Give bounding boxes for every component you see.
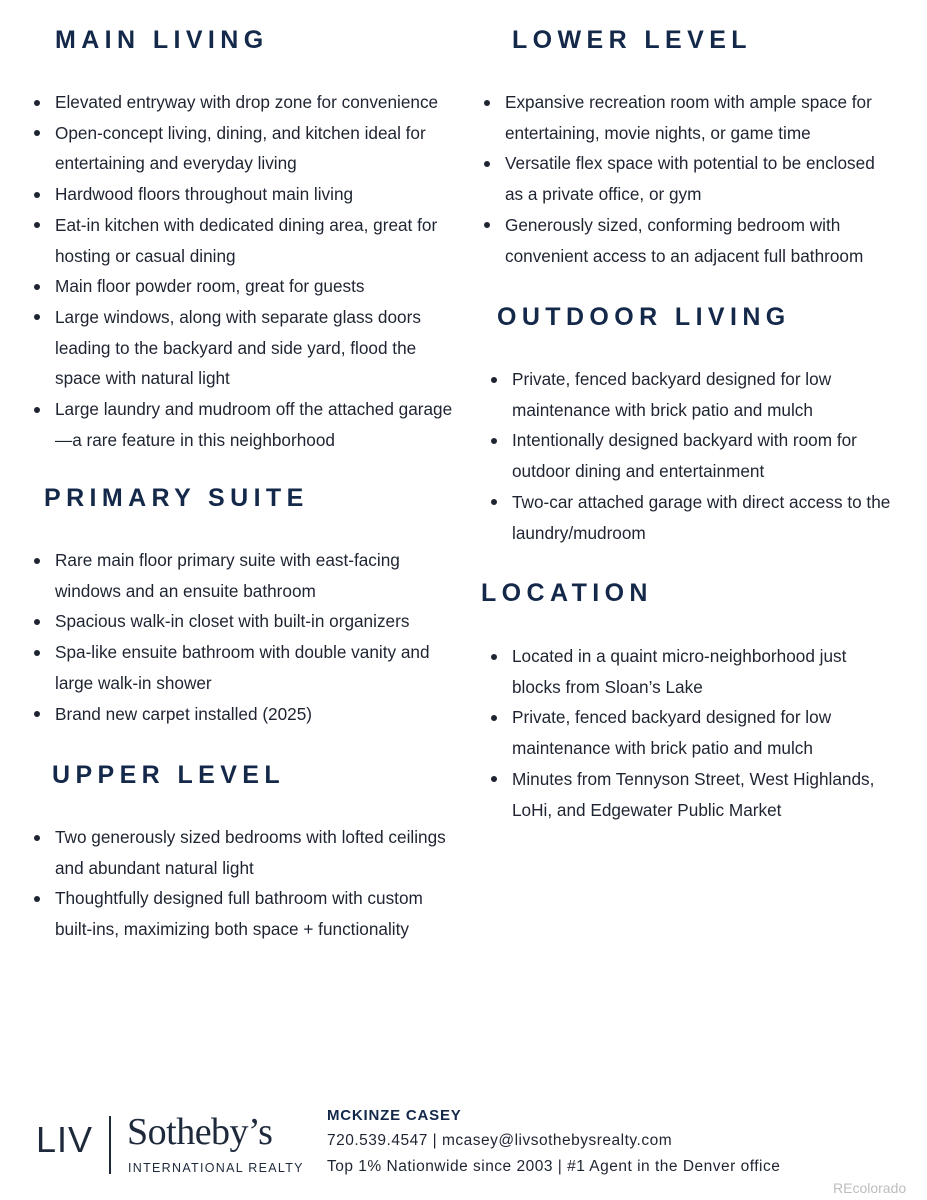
- list-item: Spacious walk-in closet with built-in organizers: [34, 606, 459, 637]
- main-living-heading: MAIN LIVING: [55, 26, 269, 54]
- list-item: Large windows, along with separate glass doors leading to the backyard and side yard, flood the space with natural light: [34, 302, 459, 394]
- list-item: Private, fenced backyard designed for low maintenance with brick patio and mulch: [491, 364, 891, 425]
- list-item: Private, fenced backyard designed for low maintenance with brick patio and mulch: [491, 702, 896, 763]
- list-item: Generously sized, conforming bedroom with convenient access to an adjacent full bathroom: [484, 210, 894, 271]
- list-item: Main floor powder room, great for guests: [34, 271, 459, 302]
- list-item: Large laundry and mudroom off the attached garage—a rare feature in this neighborhood: [34, 394, 459, 455]
- logo-divider: [109, 1116, 111, 1174]
- outdoor-living-heading: OUTDOOR LIVING: [497, 303, 791, 331]
- outdoor-living-list: [491, 364, 891, 548]
- list-item: Spa-like ensuite bathroom with double vanity and large walk-in shower: [34, 637, 459, 698]
- logo-subtitle: INTERNATIONAL REALTY: [128, 1161, 304, 1175]
- list-item: Intentionally designed backyard with room for outdoor dining and entertainment: [491, 425, 891, 486]
- list-item: Open-concept living, dining, and kitchen ideal for entertaining and everyday living: [34, 118, 459, 179]
- logo-brand-text: Sotheby’s: [127, 1111, 273, 1153]
- location-list: [491, 641, 896, 825]
- list-item: Minutes from Tennyson Street, West Highlands, LoHi, and Edgewater Public Market: [491, 764, 896, 825]
- agent-name: MCKINZE CASEY: [327, 1107, 462, 1124]
- list-item: Hardwood floors throughout main living: [34, 179, 459, 210]
- list-item: Rare main floor primary suite with east-facing windows and an ensuite bathroom: [34, 545, 459, 606]
- list-item: Two generously sized bedrooms with lofted ceilings and abundant natural light: [34, 822, 459, 883]
- upper-level-heading: UPPER LEVEL: [52, 761, 286, 789]
- list-item: Located in a quaint micro-neighborhood just blocks from Sloan’s Lake: [491, 641, 896, 702]
- upper-level-list: [34, 822, 459, 945]
- list-item: Versatile flex space with potential to be enclosed as a private office, or gym: [484, 148, 894, 209]
- location-heading: LOCATION: [481, 579, 653, 607]
- main-living-list: [34, 87, 459, 455]
- lower-level-list: [484, 87, 894, 271]
- watermark: REcolorado: [833, 1180, 907, 1196]
- list-item: Elevated entryway with drop zone for convenience: [34, 87, 459, 118]
- logo-liv-text: LIV: [36, 1119, 94, 1160]
- lower-level-heading: LOWER LEVEL: [512, 26, 752, 54]
- list-item: Brand new carpet installed (2025): [34, 699, 459, 730]
- agent-tagline: Top 1% Nationwide since 2003 | #1 Agent in the Denver office: [327, 1158, 781, 1175]
- primary-suite-heading: PRIMARY SUITE: [44, 484, 309, 512]
- list-item: Eat-in kitchen with dedicated dining area, great for hosting or casual dining: [34, 210, 459, 271]
- list-item: Two-car attached garage with direct access to the laundry/mudroom: [491, 487, 891, 548]
- list-item: Expansive recreation room with ample space for entertaining, movie nights, or game time: [484, 87, 894, 148]
- agent-contact: 720.539.4547 | mcasey@livsothebysrealty.com: [327, 1132, 673, 1149]
- list-item: Thoughtfully designed full bathroom with custom built-ins, maximizing both space + functionality: [34, 883, 459, 944]
- primary-suite-list: [34, 545, 459, 729]
